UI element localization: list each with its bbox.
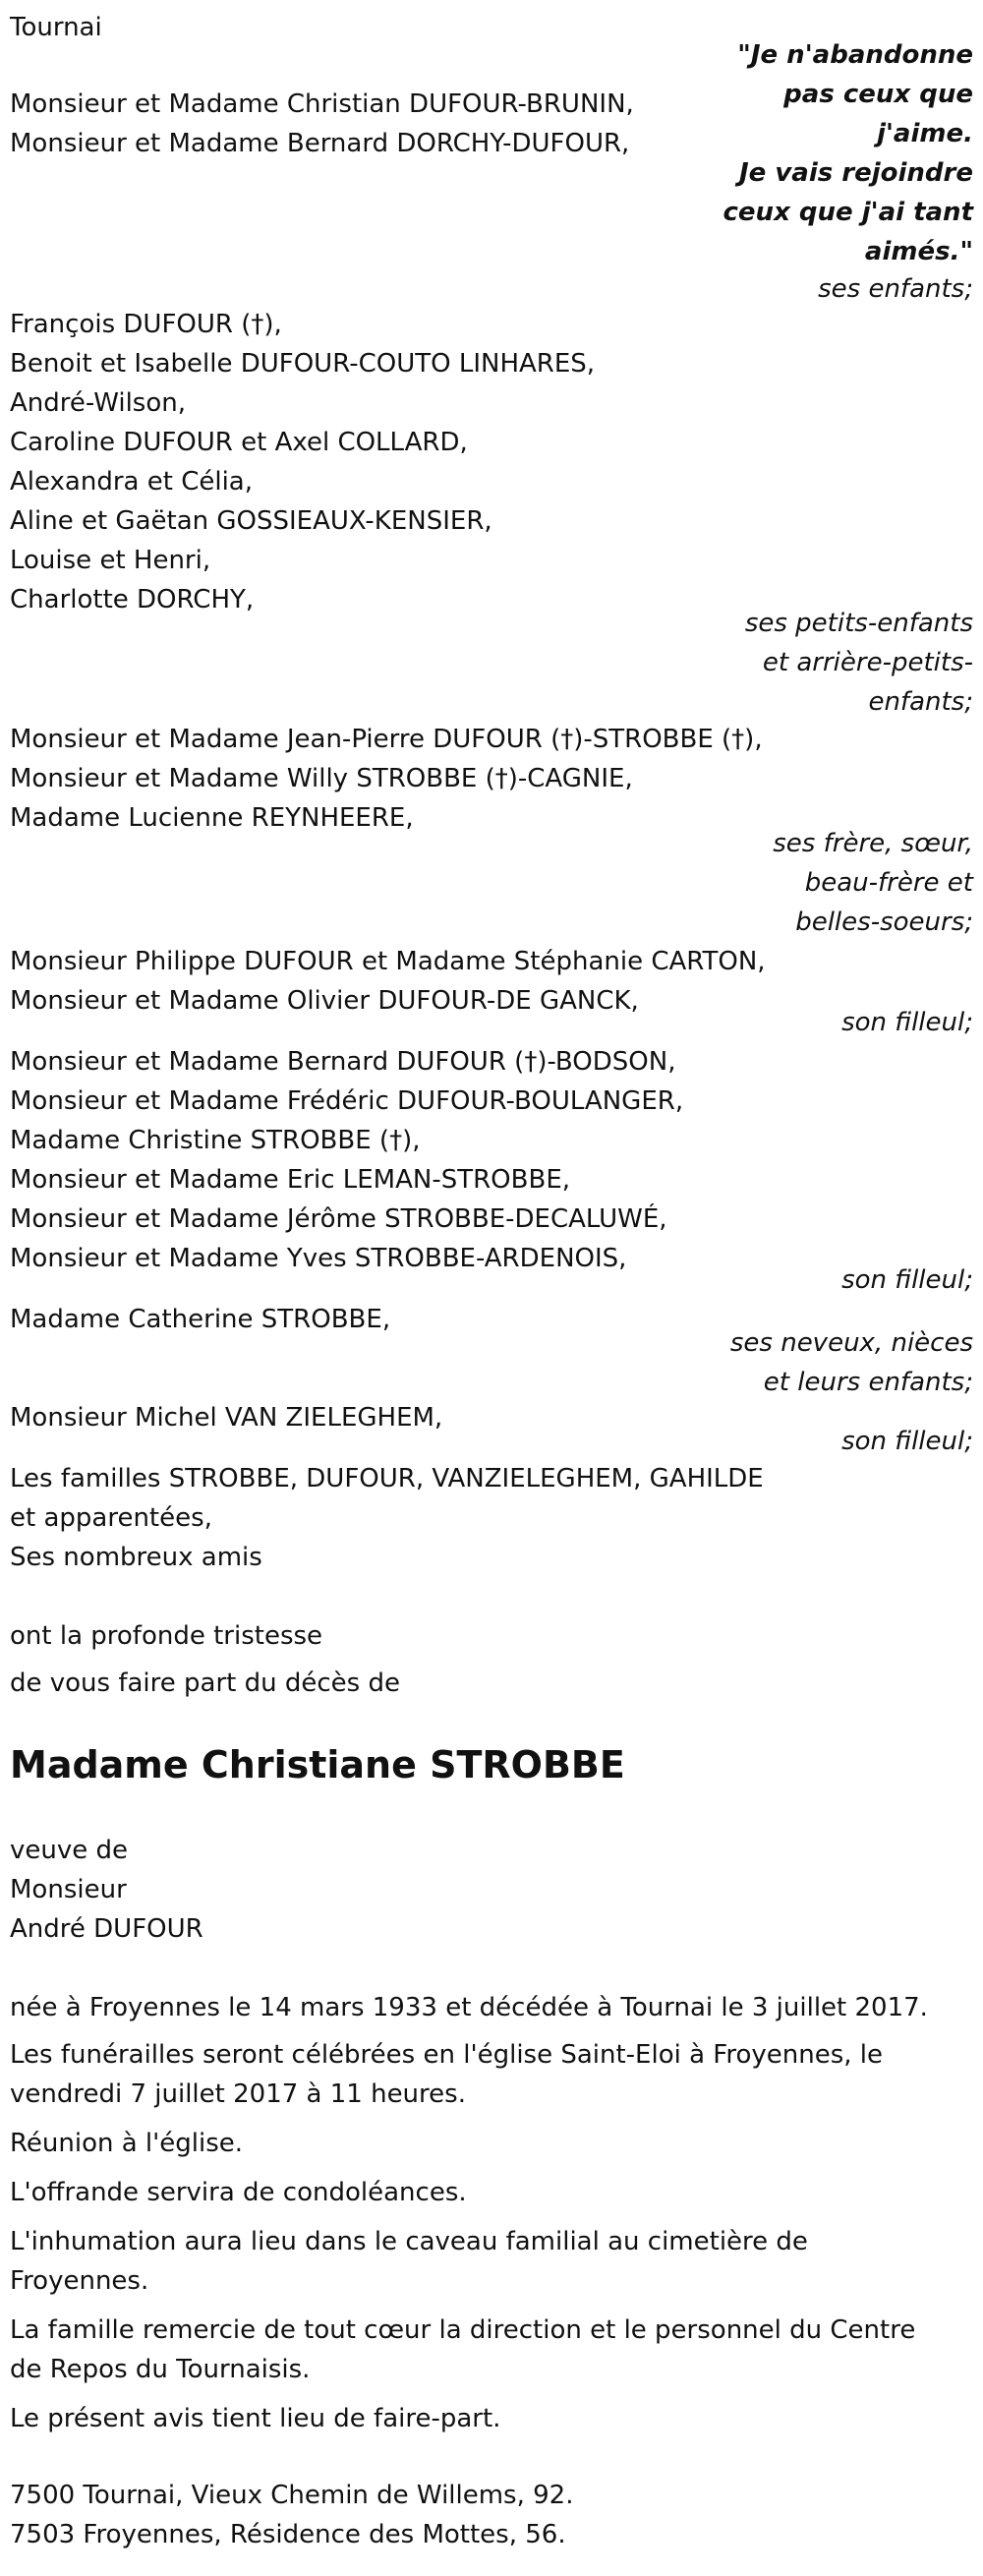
- family-line: Monsieur et Madame Jérôme STROBBE-DECALUWÉ,: [10, 1204, 667, 1234]
- family-line: Ses nombreux amis: [10, 1543, 262, 1572]
- relation-label: son filleul;: [841, 1008, 973, 1037]
- birth-death-line: née à Froyennes le 14 mars 1933 et décédée à Tournai le 3 juillet 2017.: [10, 1993, 928, 2022]
- meeting-line: Réunion à l'église.: [10, 2129, 244, 2158]
- offering-line: L'offrande servira de condoléances.: [10, 2178, 467, 2207]
- family-line: Monsieur et Madame Christian DUFOUR-BRUNIN,: [10, 89, 634, 119]
- deceased-name: Madame Christiane STROBBE: [10, 1743, 625, 1786]
- relation-label: ses frère, sœur,: [773, 829, 973, 858]
- relation-label: son filleul;: [841, 1265, 973, 1295]
- thanks-line: La famille remercie de tout cœur la direction et le personnel du Centre: [10, 2315, 916, 2345]
- relation-label: son filleul;: [841, 1427, 973, 1456]
- family-line: Monsieur et Madame Eric LEMAN-STROBBE,: [10, 1165, 571, 1195]
- funeral-line: Les funérailles seront célébrées en l'église Saint-Eloi à Froyennes, le: [10, 2040, 884, 2070]
- family-line: Monsieur et Madame Frédéric DUFOUR-BOULANGER,: [10, 1086, 684, 1116]
- address-line: 7500 Tournai, Vieux Chemin de Willems, 92.: [10, 2481, 574, 2510]
- widow-line: André DUFOUR: [10, 1914, 203, 1944]
- relation-label: ses neveux, nièces: [729, 1328, 973, 1358]
- family-line: Les familles STROBBE, DUFOUR, VANZIELEGHEM, GAHILDE: [10, 1464, 764, 1493]
- widow-line: veuve de: [10, 1836, 129, 1865]
- relation-label: belles-soeurs;: [795, 907, 973, 937]
- family-line: Alexandra et Célia,: [10, 467, 253, 497]
- family-line: Monsieur et Madame Jean-Pierre DUFOUR (†)-STROBBE (†),: [10, 725, 763, 754]
- burial-line: L'inhumation aura lieu dans le caveau familial au cimetière de: [10, 2227, 808, 2256]
- quote-line: Je vais rejoindre: [738, 158, 973, 188]
- family-line: Monsieur et Madame Bernard DUFOUR (†)-BODSON,: [10, 1047, 676, 1077]
- relation-label: et arrière-petits-: [762, 648, 973, 677]
- relation-label: et leurs enfants;: [763, 1368, 973, 1397]
- quote-line: aimés.": [864, 237, 973, 266]
- family-line: Madame Catherine STROBBE,: [10, 1305, 391, 1334]
- family-line: Louise et Henri,: [10, 546, 211, 575]
- family-line: Caroline DUFOUR et Axel COLLARD,: [10, 428, 468, 457]
- family-line: Monsieur et Madame Yves STROBBE-ARDENOIS,: [10, 1244, 627, 1273]
- quote-line: pas ceux que: [783, 80, 973, 109]
- family-line: Monsieur Michel VAN ZIELEGHEM,: [10, 1403, 443, 1433]
- address-line: 7503 Froyennes, Résidence des Mottes, 56.: [10, 2520, 566, 2549]
- relation-label: enfants;: [868, 687, 973, 717]
- family-line: Monsieur et Madame Olivier DUFOUR-DE GANCK,: [10, 986, 639, 1016]
- notice-line: Le présent avis tient lieu de faire-part.: [10, 2404, 501, 2433]
- relation-label: ses enfants;: [818, 274, 973, 304]
- family-line: et apparentées,: [10, 1503, 212, 1533]
- burial-line: Froyennes.: [10, 2266, 149, 2296]
- thanks-line: de Repos du Tournaisis.: [10, 2355, 311, 2384]
- family-line: Monsieur Philippe DUFOUR et Madame Stéphanie CARTON,: [10, 947, 766, 976]
- relation-label: beau-frère et: [804, 868, 973, 898]
- family-line: Madame Lucienne REYNHEERE,: [10, 803, 414, 833]
- family-line: Monsieur et Madame Bernard DORCHY-DUFOUR,: [10, 129, 630, 158]
- quote-line: "Je n'abandonne: [737, 40, 973, 70]
- family-line: François DUFOUR (†),: [10, 310, 282, 339]
- family-line: André-Wilson,: [10, 388, 186, 418]
- funeral-line: vendredi 7 juillet 2017 à 11 heures.: [10, 2079, 466, 2109]
- family-line: Aline et Gaëtan GOSSIEAUX-KENSIER,: [10, 506, 492, 536]
- widow-line: Monsieur: [10, 1875, 127, 1904]
- family-line: Charlotte DORCHY,: [10, 585, 255, 615]
- city-header: Tournai: [10, 13, 102, 42]
- family-line: Madame Christine STROBBE (†),: [10, 1126, 421, 1155]
- quote-line: ceux que j'ai tant: [723, 198, 973, 227]
- quote-line: j'aime.: [877, 119, 973, 148]
- announcement-line: de vous faire part du décès de: [10, 1669, 400, 1698]
- family-line: Benoit et Isabelle DUFOUR-COUTO LINHARES,: [10, 349, 596, 379]
- announcement-line: ont la profonde tristesse: [10, 1621, 323, 1651]
- relation-label: ses petits-enfants: [744, 609, 973, 638]
- family-line: Monsieur et Madame Willy STROBBE (†)-CAGNIE,: [10, 764, 633, 793]
